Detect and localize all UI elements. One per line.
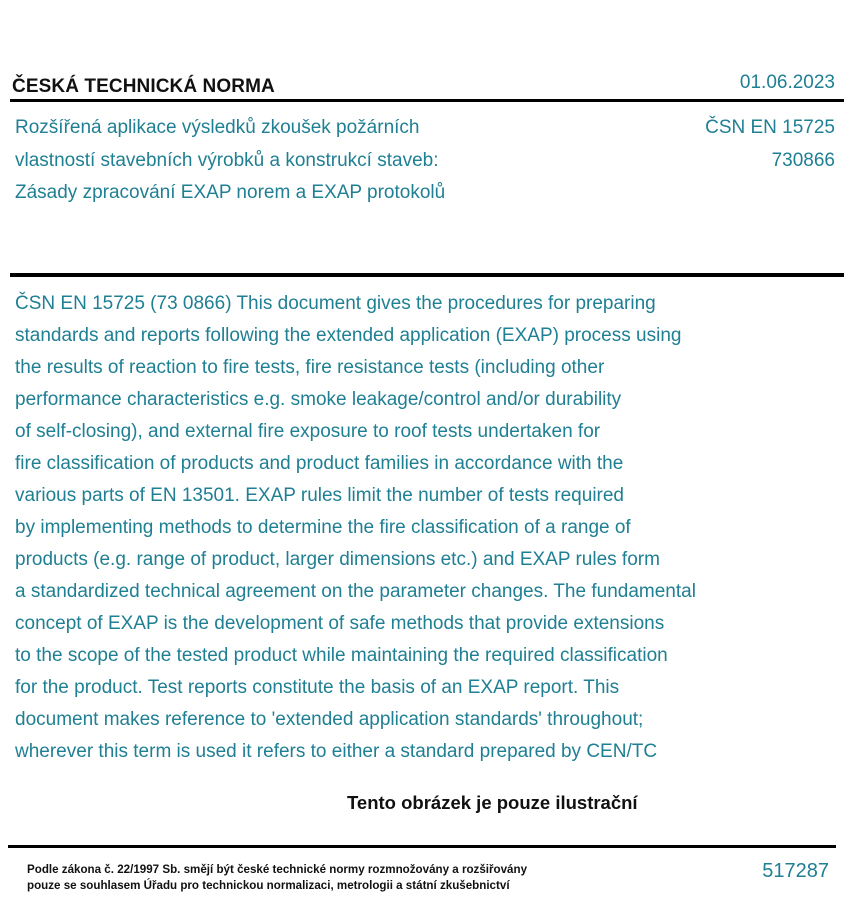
abstract <box>15 288 845 768</box>
document-title-line-3: Zásady zpracování EXAP norem a EXAP protokolů <box>15 182 446 203</box>
abstract-line: ČSN EN 15725 (73 0866) This document gives the procedures for preparing <box>15 293 656 314</box>
illustration-note: Tento obrázek je pouze ilustrační <box>347 792 638 813</box>
abstract-line: to the scope of the tested product while maintaining the required classification <box>15 645 668 666</box>
abstract-line: of self-closing), and external fire exposure to roof tests undertaken for <box>15 421 601 442</box>
abstract-line: products (e.g. range of product, larger dimensions etc.) and EXAP rules form <box>15 549 660 570</box>
footer-line-1: Podle zákona č. 22/1997 Sb. smějí být české technické normy rozmnožovány a rozšiřovány <box>27 863 528 876</box>
abstract-line: concept of EXAP is the development of safe methods that provide extensions <box>15 613 665 634</box>
abstract-line: performance characteristics e.g. smoke leakage/control and/or durability <box>15 389 622 410</box>
document-title-line-2: vlastností stavebních výrobků a konstrukcí staveb: <box>15 150 439 171</box>
footer-legal-notice <box>27 862 527 894</box>
title-divider <box>10 273 844 277</box>
abstract-line: document makes reference to 'extended application standards' throughout; <box>15 709 644 730</box>
abstract-line: by implementing methods to determine the fire classification of a range of <box>15 517 631 538</box>
abstract-line: for the product. Test reports constitute the basis of an EXAP report. This <box>15 677 620 698</box>
abstract-line: a standardized technical agreement on the parameter changes. The fundamental <box>15 581 696 602</box>
abstract-line: fire classification of products and product families in accordance with the <box>15 453 624 474</box>
classification-code: 730866 <box>771 150 835 171</box>
abstract-line: various parts of EN 13501. EXAP rules limit the number of tests required <box>15 485 625 506</box>
footer-number: 517287 <box>762 860 829 882</box>
abstract-line: the results of reaction to fire tests, fire resistance tests (including other <box>15 357 605 378</box>
header-date: 01.06.2023 <box>739 72 835 93</box>
header-divider <box>10 99 844 102</box>
standard-number: ČSN EN 15725 <box>705 117 835 138</box>
document-title-line-1: Rozšířená aplikace výsledků zkoušek požárních <box>15 117 420 138</box>
footer-divider <box>8 845 836 848</box>
abstract-line: standards and reports following the extended application (EXAP) process using <box>15 325 682 346</box>
abstract-line: wherever this term is used it refers to either a standard prepared by CEN/TC <box>15 741 658 762</box>
header-title: ČESKÁ TECHNICKÁ NORMA <box>12 76 275 97</box>
footer-line-2: pouze se souhlasem Úřadu pro technickou normalizaci, metrologii a státní zkušebnictví <box>27 879 510 892</box>
